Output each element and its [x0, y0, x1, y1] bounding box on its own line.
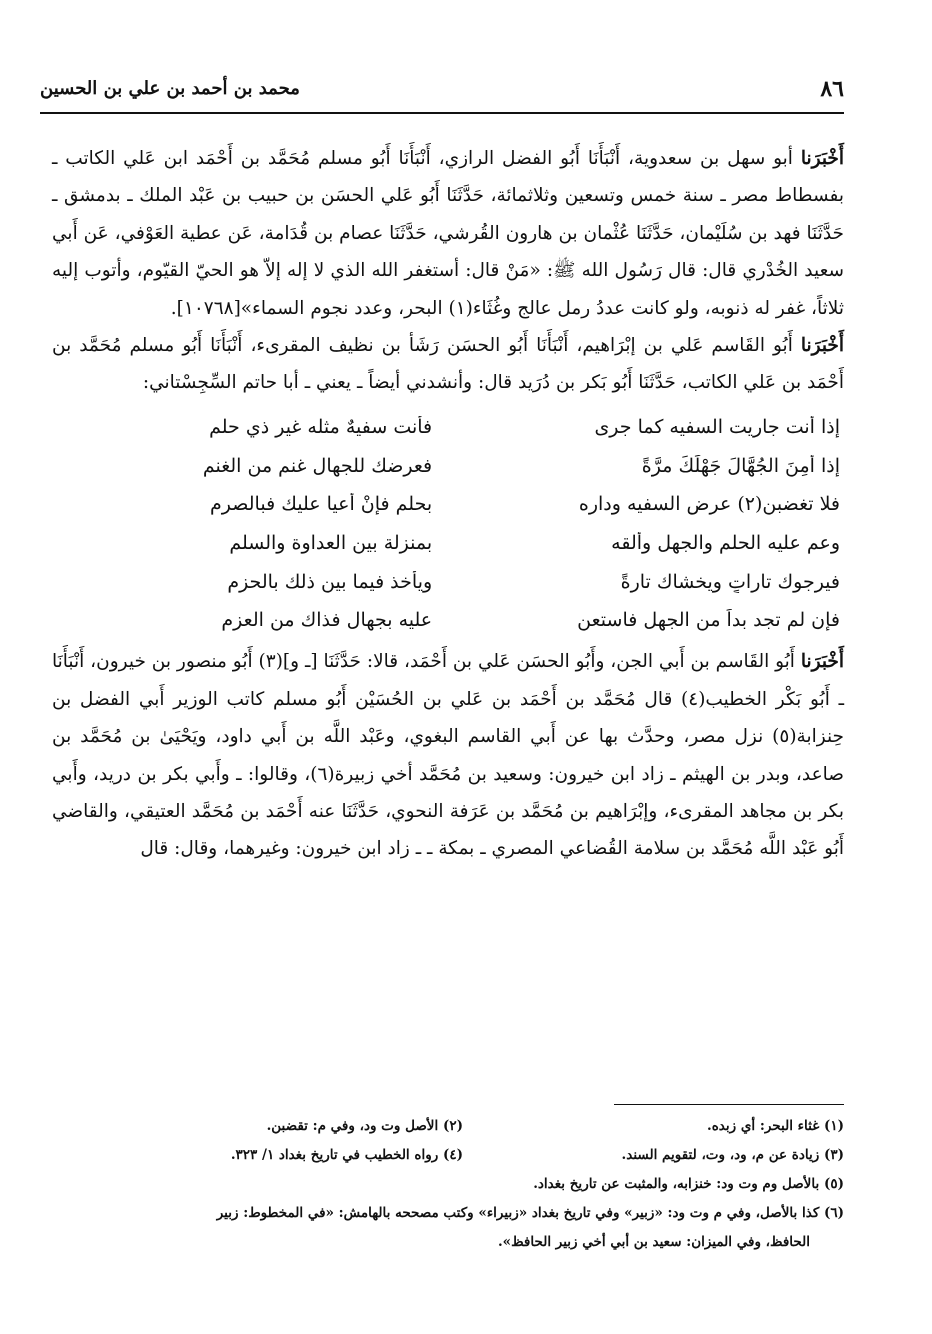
verse: [52, 485, 844, 524]
verse-first-hemistich: فلا تغضبن(٢) عرض السفيه وداره: [578, 493, 840, 516]
verse-second-hemistich: بحلم فإنْ أعيا عليك فبالصرم: [210, 493, 433, 516]
verse: [52, 601, 844, 640]
paragraph-lead: أَخْبَرَنا: [800, 651, 844, 673]
paragraph-text: أبو سهل بن سعدوية، أَنْبَأَنَا أَبُو الفضل الرازي، أَنْبَأَنَا أَبُو مسلم مُحَمَّد بن أَحْمَد ابن عَلي الكاتب ـ بفسطاط مصر ـ سنة خمس وتسعين وثلاثمائة، حَدَّثَنَا أَبُو عَلي الحسَن بن حبيب بن عَبْد الملك ـ بدمشق ـ حَدَّثَنَا فهد بن سُلَيْمان، حَدَّثَنَا عُثْمان بن هارون القُرشي، حَدَّثَنَا عصام بن قُدَامة، عَن عطية العَوْفي، عَن أَبي سعيد الخُدْري قال: قال رَسُول الله ﷺ: «مَنْ قال: أستغفر الله الذي لا إله إلاّ هو الحيّ القيّوم، وأتوب إليه ثلاثاً، غفر له ذنوبه، ولو كانت عددُ رمل عالج وغُثَاء(١) البحر، وعدد نجوم السماء»[١٠٧٦٨].: [52, 148, 844, 319]
verse-second-hemistich: فأنت سفيهٌ مثله غير ذي حلم: [209, 416, 433, 439]
footnote-4: (٤) رواه الخطيب في تاريخ بغداد ١/ ٣٢٣.: [230, 1147, 463, 1163]
footnote-2: (٢) الأصل وت ود، وفي م: تقضبن.: [266, 1118, 463, 1134]
footnote-6: (٦) كذا بالأصل، وفي م وت ود: «زبير» وفي تاريخ بغداد «زبيراء» وكتب مصححه بالهامش: «في المخطوط: زبير: [216, 1205, 844, 1221]
paragraph-3: [52, 643, 844, 867]
page-header: [40, 68, 844, 114]
verse: [52, 408, 844, 447]
verse-first-hemistich: فيرجوك تاراتٍ ويخشاك تارةً: [620, 570, 840, 593]
verse-first-hemistich: وعم عليه الحلم والجهل وألقه: [611, 531, 840, 554]
paragraph-lead: أَخْبَرَنا: [800, 335, 844, 357]
footnote-3: (٣) زيادة عن م، ود، وت، لتقويم السند.: [621, 1147, 844, 1163]
footnote-6-continuation: الحافظ، وفي الميزان: سعيد بن أبي أخي زبير الحافظ».: [497, 1234, 810, 1250]
page-body: [52, 140, 844, 868]
verse-second-hemistich: بمنزلة بين العداوة والسلم: [229, 531, 433, 554]
footnote-row: [82, 1141, 844, 1170]
verse-second-hemistich: عليه بجهال فذاك من العزم: [221, 609, 433, 632]
verse: [52, 446, 844, 485]
paragraph-text: أَبُو القَاسم بن أَبي الجن، وأَبُو الحسَن عَلي بن أَحْمَد، قالا: حَدَّثَنَا [ـ و](٣) أَبُو منصور بن خيرون، أَنْبَأَنَا ـ أَبُو بَكْر الخطيب(٤) قال مُحَمَّد بن أَحْمَد بن عَلي بن الحُسَيْن أَبُو مسلم كاتب الوزير أَبي الفضل بن حِنزابة(٥) نزل مصر، وحدَّث بها عن أَبي القاسم البغوي، وعَبْد اللَّه بن أَبي داود، ويَحْيَىٰ بن مُحَمَّد بن صاعد، وبدر بن الهيثم ـ زاد ابن خيرون: وسعيد بن مُحَمَّد أخي زبيرة(٦)، وقالوا: ـ وأَبي بكر بن دريد، وأَبي بكر بن مجاهد المقرىء، وإبْرَاهيم بن مُحَمَّد بن عَرَفة النحوي، حَدَّثَنَا عنه أَحْمَد بن مُحَمَّد العتيقي، والقاضي أَبُو عَبْد اللَّه مُحَمَّد بن سلامة القُضاعي المصري ـ بمكة ـ ـ زاد ابن خيرون: وغيرهما، وقال: قال: [52, 651, 845, 860]
verse-second-hemistich: فعرضك للجهال غنم من الغنم: [202, 454, 433, 477]
poem: [52, 408, 844, 640]
verse-first-hemistich: إذا أنت جاريت السفيه كما جرى: [594, 416, 840, 439]
verse-second-hemistich: ويأخذ فيما بين ذلك بالحزم: [227, 570, 433, 593]
footnotes: [82, 1112, 844, 1257]
running-title: محمد بن أحمد بن علي بن الحسين: [40, 78, 300, 99]
footnote-row: [82, 1112, 844, 1141]
page-number: ٨٦: [820, 76, 844, 102]
verse: [52, 524, 844, 563]
paragraph-text: أَبُو القَاسم عَلي بن إبْرَاهيم، أَنْبَأَنَا أَبُو الحسَن رَشَأ بن نظيف المقرىء، أَنْبَأَنَا أَبُو مسلم مُحَمَّد بن أَحْمَد بن عَلي الكاتب، حَدَّثَنَا أَبُو بَكر بن دُرَيد قال: وأنشدني أيضاً ـ يعني ـ أبا حاتم السِّجِسْتاني:: [52, 335, 844, 394]
footnote-separator: [614, 1104, 844, 1105]
verse-first-hemistich: إذا أَمِنَ الجُهَّالَ جَهْلَكَ مرَّةً: [641, 454, 840, 477]
verse-first-hemistich: فإن لم تجد بداً من الجهل فاستعن: [577, 609, 840, 632]
paragraph-1: [52, 140, 844, 327]
footnote-1: (١) غثاء البحر: أي زبده.: [707, 1118, 844, 1134]
verse: [52, 562, 844, 601]
footnote-5: (٥) بالأصل وم وت ود: خنزابه، والمثبت عن تاريخ بغداد.: [533, 1176, 844, 1192]
paragraph-2: [52, 327, 844, 402]
paragraph-lead: أَخْبَرَنا: [800, 148, 844, 169]
